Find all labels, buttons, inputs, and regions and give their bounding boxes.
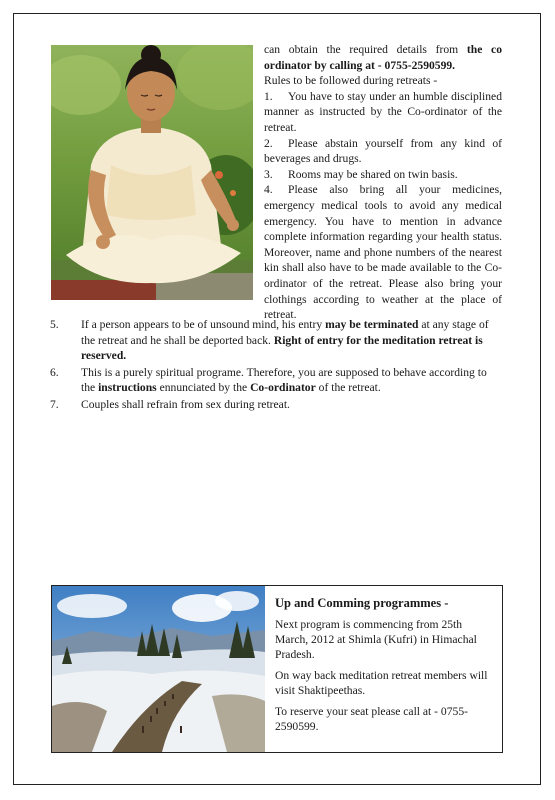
rule-item: 3. Rooms may be shared on twin basis. — [264, 167, 458, 181]
programmes-paragraph: To reserve your seat please call at - 0755-2590599. — [275, 705, 468, 733]
programmes-paragraph: Next program is commencing from 25th March, 2012 at Shimla (Kufri) in Himachal Pradesh. — [275, 618, 477, 661]
list-item: 7. Couples shall refrain from sex during retreat. — [50, 397, 290, 411]
snow-landscape-photo — [52, 586, 265, 752]
numbered-rules-list — [50, 317, 502, 414]
rules-heading: Rules to be followed during retreats - — [264, 74, 438, 88]
contact-paragraph — [264, 42, 502, 73]
rule-item: 1. You have to stay under an humble disciplined manner as instructed by the Co-ordinator of the retreat. — [264, 89, 502, 134]
intro-text-block — [264, 42, 502, 323]
list-item: 6. This is a purely spiritual programe. Therefore, you are supposed to behave according to the instructions ennunciated by the Co-ordinator of the retreat. — [50, 365, 487, 395]
programmes-box — [51, 585, 503, 753]
list-item: 5. If a person appears to be of unsound mind, his entry may be terminated at any stage of the retreat and he shall be deported back. Right of entry for the meditation retreat is reserved. — [50, 318, 489, 363]
programmes-text — [275, 596, 493, 740]
contact-phone: the co ordinator by calling at - 0755-2590599. — [264, 43, 502, 72]
programmes-title: Up and Comming programmes - — [275, 596, 449, 610]
programmes-paragraph: On way back meditation retreat members will visit Shaktipeethas. — [275, 669, 488, 697]
meditation-photo — [51, 45, 253, 300]
contact-text: can obtain the required details from — [264, 43, 467, 56]
rule-item: 4. Please also bring all your medicines, emergency medical tools to avoid any medical emergency. You have to mention in advance complete information regarding your health status. Moreover, name and phone numbers of the nearest kin shall also have to be made available to the Co-ordinator of the retreat. Please also bring your clothings according to weather at the place of retreat. — [264, 183, 502, 322]
rule-item: 2. Please abstain yourself from any kind of beverages and drugs. — [264, 136, 502, 166]
